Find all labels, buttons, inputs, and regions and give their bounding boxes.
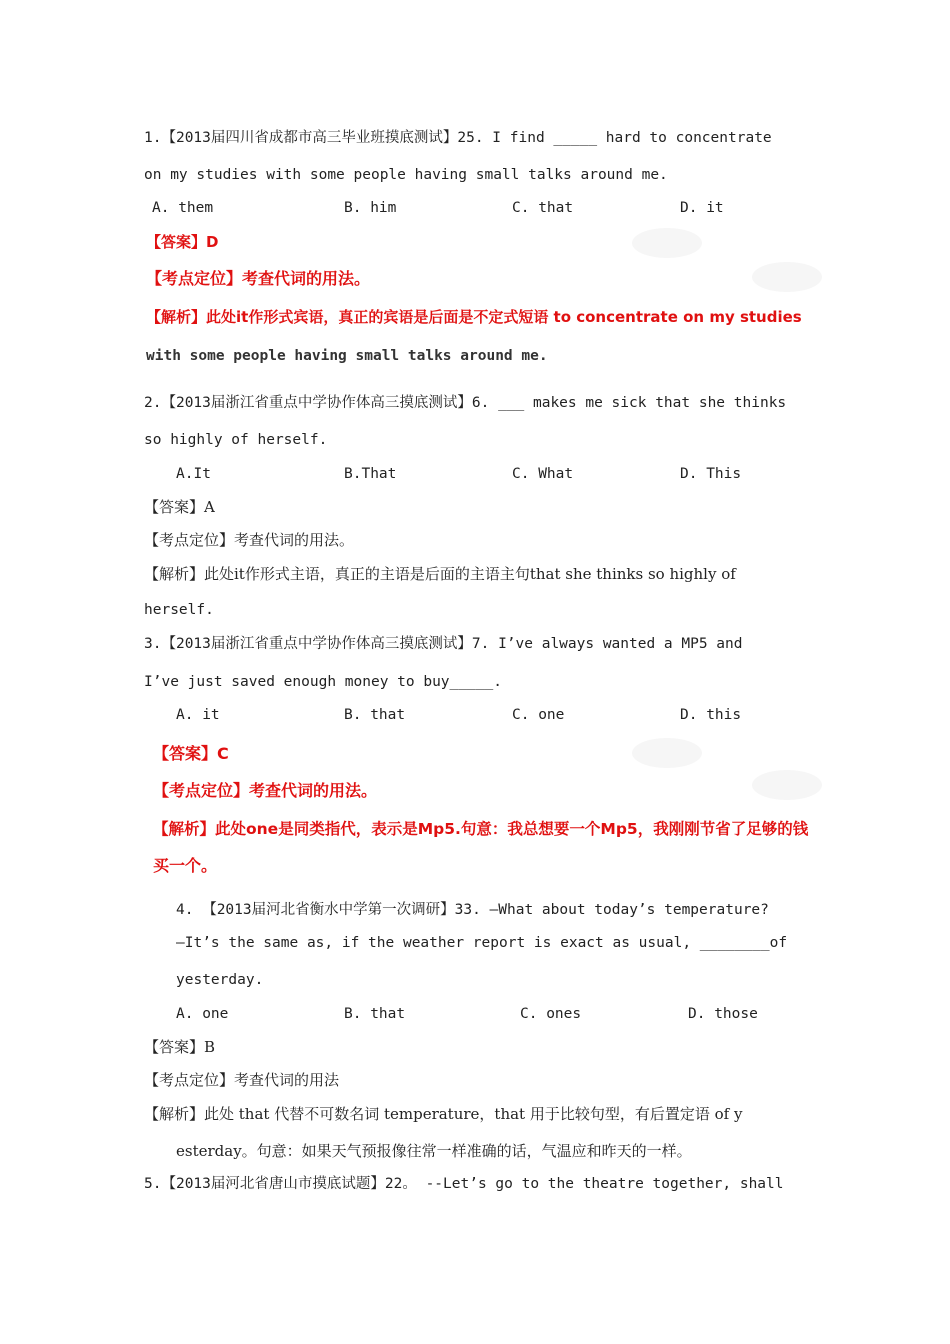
watermark xyxy=(752,770,822,800)
q3-option-c: C. one xyxy=(512,707,565,723)
q1-stem-line2: on my studies with some people having small talks around me. xyxy=(144,167,668,183)
q3-stem-line1: 3.【2013届浙江省重点中学协作体高三摸底测试】7. I’ve always wanted a MP5 and xyxy=(144,636,743,652)
q4-option-a: A. one xyxy=(176,1006,229,1022)
q3-analysis-line2: 买一个。 xyxy=(153,856,218,875)
q4-stem-line2: —It’s the same as, if the weather report is exact as usual, ________of xyxy=(176,935,788,951)
q1-option-c: C. that xyxy=(512,200,574,216)
q2-analysis-line2: herself. xyxy=(144,602,214,618)
q2-analysis-line1: 【解析】此处it作形式主语，真正的主语是后面的主语主句that she thinks so highly of xyxy=(144,565,736,583)
q3-analysis-line1: 【解析】此处one是同类指代，表示是Mp5.句意：我总想要一个Mp5，我刚刚节省了足够的钱 xyxy=(153,820,809,838)
q4-option-d: D. those xyxy=(688,1006,758,1022)
q3-answer: 【答案】C xyxy=(153,744,229,763)
q3-option-d: D. this xyxy=(680,707,742,723)
q1-option-b: B. him xyxy=(344,200,397,216)
q2-stem-line1: 2.【2013届浙江省重点中学协作体高三摸底测试】6. ___ makes me sick that she thinks xyxy=(144,395,787,411)
q4-stem-line3: yesterday. xyxy=(176,972,264,988)
q3-option-a: A. it xyxy=(176,707,220,723)
q2-answer: 【答案】A xyxy=(144,498,215,516)
q5-stem-line1: 5.【2013届河北省唐山市摸底试题】22。 --Let’s go to the theatre together, shall xyxy=(144,1176,784,1192)
watermark xyxy=(632,738,702,768)
q1-option-a: A. them xyxy=(152,200,214,216)
q1-option-d: D. it xyxy=(680,200,724,216)
q3-option-b: B. that xyxy=(344,707,406,723)
q2-option-a: A.It xyxy=(176,466,211,482)
q4-option-b: B. that xyxy=(344,1006,406,1022)
q4-point: 【考点定位】考查代词的用法 xyxy=(144,1071,340,1089)
q1-answer: 【答案】D xyxy=(146,233,219,251)
q1-point: 【考点定位】考查代词的用法。 xyxy=(146,269,371,288)
q1-stem-line1: 1.【2013届四川省成都市高三毕业班摸底测试】25. I find _____ hard to concentrate xyxy=(144,130,772,146)
q2-stem-line2: so highly of herself. xyxy=(144,432,328,448)
q4-stem-line1: 4. 【2013届河北省衡水中学第一次调研】33. —What about today’s temperature? xyxy=(176,902,769,918)
q2-point: 【考点定位】考查代词的用法。 xyxy=(144,531,355,549)
q2-option-d: D. This xyxy=(680,466,742,482)
watermark xyxy=(752,262,822,292)
q2-option-c: C. What xyxy=(512,466,574,482)
q4-analysis-line1: 【解析】此处 that 代替不可数名词 temperature，that 用于比较句型，有后置定语 of y xyxy=(144,1105,743,1123)
q3-point: 【考点定位】考查代词的用法。 xyxy=(153,781,378,800)
q4-answer: 【答案】B xyxy=(144,1038,216,1056)
q3-stem-line2: I’ve just saved enough money to buy_____. xyxy=(144,674,502,690)
watermark xyxy=(632,228,702,258)
q1-analysis-line2: with some people having small talks around me. xyxy=(146,348,548,364)
q1-analysis-line1: 【解析】此处it作形式宾语，真正的宾语是后面是不定式短语 to concentrate on my studies xyxy=(146,308,802,326)
q4-analysis-line2: esterday。句意：如果天气预报像往常一样准确的话，气温应和昨天的一样。 xyxy=(176,1142,692,1160)
q2-option-b: B.That xyxy=(344,466,397,482)
q4-option-c: C. ones xyxy=(520,1006,582,1022)
